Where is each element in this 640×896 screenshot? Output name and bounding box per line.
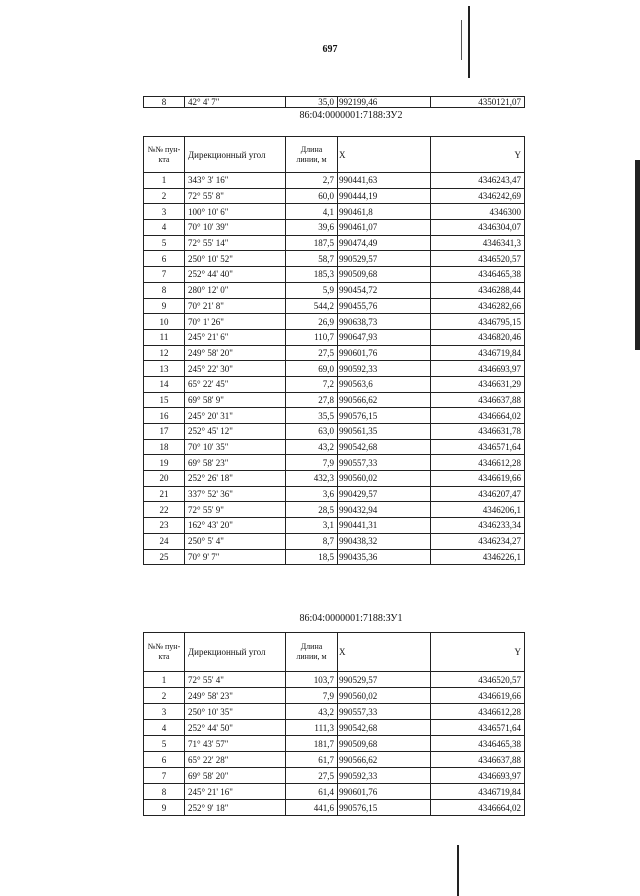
cell-length: 432,3 <box>286 471 338 487</box>
cell-length: 103,7 <box>286 672 338 688</box>
cell-point: 13 <box>144 361 185 377</box>
cell-length: 58,7 <box>286 251 338 267</box>
header-point: №№ пун-кта <box>144 633 185 672</box>
cell-x: 990561,35 <box>338 424 431 440</box>
table-row <box>144 752 525 768</box>
cell-angle: 245° 20' 31" <box>185 408 286 424</box>
cell-point: 1 <box>144 672 185 688</box>
cell-x: 990566,62 <box>338 392 431 408</box>
cell-y: 4346719,84 <box>431 345 525 361</box>
cell-point: 23 <box>144 518 185 534</box>
cell-length: 27,5 <box>286 768 338 784</box>
cell-angle: 71° 43' 57" <box>185 736 286 752</box>
cell-point: 3 <box>144 204 185 220</box>
cell-y: 4346637,88 <box>431 752 525 768</box>
cell-angle: 250° 10' 35" <box>185 704 286 720</box>
cell-x: 990441,63 <box>338 173 431 189</box>
cell-y: 4346619,66 <box>431 688 525 704</box>
cell-y: 4346571,64 <box>431 720 525 736</box>
cell-x: 990444,19 <box>338 188 431 204</box>
cell-point: 10 <box>144 314 185 330</box>
cell-y: 4346520,57 <box>431 251 525 267</box>
cell-x: 990576,15 <box>338 408 431 424</box>
cell-y: 4346693,97 <box>431 768 525 784</box>
table-row <box>144 533 525 549</box>
cell-y: 4346612,28 <box>431 455 525 471</box>
header-length: Длина линии, м <box>286 633 338 672</box>
cell-angle: 42° 4' 7" <box>185 97 286 108</box>
continuation-table <box>143 96 525 108</box>
cell-angle: 69° 58' 9" <box>185 392 286 408</box>
cell-angle: 252° 45' 12" <box>185 424 286 440</box>
cell-point: 25 <box>144 549 185 565</box>
cell-angle: 72° 55' 4" <box>185 672 286 688</box>
cell-length: 7,9 <box>286 688 338 704</box>
cell-point: 1 <box>144 173 185 189</box>
cell-y: 4346282,66 <box>431 298 525 314</box>
table-row <box>144 768 525 784</box>
cell-point: 11 <box>144 329 185 345</box>
cell-length: 181,7 <box>286 736 338 752</box>
table-row <box>144 220 525 236</box>
cell-y: 4346300 <box>431 204 525 220</box>
cell-point: 8 <box>144 784 185 800</box>
cell-angle: 337° 52' 36" <box>185 486 286 502</box>
cell-x: 990563,6 <box>338 376 431 392</box>
cell-length: 185,3 <box>286 267 338 283</box>
cell-y: 4346795,15 <box>431 314 525 330</box>
cell-y: 4346631,29 <box>431 376 525 392</box>
cell-x: 990509,68 <box>338 267 431 283</box>
cell-x: 990542,68 <box>338 720 431 736</box>
cell-y: 4346631,78 <box>431 424 525 440</box>
cell-x: 990560,02 <box>338 688 431 704</box>
cell-y: 4346206,1 <box>431 502 525 518</box>
table-row <box>144 439 525 455</box>
cell-angle: 70° 21' 8" <box>185 298 286 314</box>
cell-point: 9 <box>144 800 185 816</box>
cell-angle: 249° 58' 20" <box>185 345 286 361</box>
cell-length: 8,7 <box>286 533 338 549</box>
cell-point: 8 <box>144 282 185 298</box>
cell-y: 4346207,47 <box>431 486 525 502</box>
header-x: X <box>338 633 431 672</box>
cell-x: 990438,32 <box>338 533 431 549</box>
cell-angle: 162° 43' 20" <box>185 518 286 534</box>
table-row <box>144 486 525 502</box>
cell-x: 990592,33 <box>338 768 431 784</box>
cell-length: 43,2 <box>286 439 338 455</box>
header-y: Y <box>431 137 525 173</box>
table-row <box>144 672 525 688</box>
table-row <box>144 267 525 283</box>
table-row <box>144 361 525 377</box>
coordinates-table-zu1 <box>143 632 525 816</box>
cell-angle: 72° 55' 8" <box>185 188 286 204</box>
cell-x: 990509,68 <box>338 736 431 752</box>
table-row <box>144 518 525 534</box>
cell-y: 4346612,28 <box>431 704 525 720</box>
cell-length: 35,0 <box>286 97 338 108</box>
cell-x: 990461,8 <box>338 204 431 220</box>
cell-angle: 250° 5' 4" <box>185 533 286 549</box>
table-body <box>144 173 525 565</box>
cell-length: 3,1 <box>286 518 338 534</box>
table-row <box>144 455 525 471</box>
cell-length: 27,5 <box>286 345 338 361</box>
cell-x: 990557,33 <box>338 455 431 471</box>
cell-length: 63,0 <box>286 424 338 440</box>
page-number: 697 <box>322 44 338 55</box>
cell-point: 20 <box>144 471 185 487</box>
cell-point: 3 <box>144 704 185 720</box>
cell-length: 7,9 <box>286 455 338 471</box>
cell-length: 111,3 <box>286 720 338 736</box>
cell-x: 990461,07 <box>338 220 431 236</box>
cell-angle: 70° 10' 35" <box>185 439 286 455</box>
cell-angle: 69° 58' 23" <box>185 455 286 471</box>
cell-point: 2 <box>144 688 185 704</box>
table-row <box>144 720 525 736</box>
cell-angle: 69° 58' 20" <box>185 768 286 784</box>
coordinates-table-zu2 <box>143 136 525 565</box>
cell-x: 990592,33 <box>338 361 431 377</box>
cell-x: 990454,72 <box>338 282 431 298</box>
cell-y: 4346719,84 <box>431 784 525 800</box>
cell-x: 992199,46 <box>338 97 431 108</box>
cell-angle: 343° 3' 16" <box>185 173 286 189</box>
cell-x: 990566,62 <box>338 752 431 768</box>
cell-angle: 245° 21' 16" <box>185 784 286 800</box>
cell-y: 4346571,64 <box>431 439 525 455</box>
cell-point: 4 <box>144 220 185 236</box>
cell-angle: 100° 10' 6" <box>185 204 286 220</box>
table-row <box>144 298 525 314</box>
cell-point: 6 <box>144 752 185 768</box>
cell-x: 990432,94 <box>338 502 431 518</box>
cell-x: 990647,93 <box>338 329 431 345</box>
table-row <box>144 345 525 361</box>
cell-point: 8 <box>144 97 185 108</box>
header-angle: Дирекционный угол <box>185 137 286 173</box>
cell-x: 990529,57 <box>338 251 431 267</box>
table-row <box>144 188 525 204</box>
cell-length: 441,6 <box>286 800 338 816</box>
cell-x: 990542,68 <box>338 439 431 455</box>
cell-length: 2,7 <box>286 173 338 189</box>
table-row <box>144 784 525 800</box>
cell-y: 4346664,02 <box>431 800 525 816</box>
table-row <box>144 408 525 424</box>
cell-angle: 70° 1' 26" <box>185 314 286 330</box>
table-row <box>144 502 525 518</box>
cell-point: 7 <box>144 768 185 784</box>
cell-point: 18 <box>144 439 185 455</box>
cell-angle: 245° 22' 30" <box>185 361 286 377</box>
table-row <box>144 424 525 440</box>
cell-y: 4346288,44 <box>431 282 525 298</box>
cell-length: 35,5 <box>286 408 338 424</box>
table-header-row <box>144 137 525 173</box>
cell-x: 990429,57 <box>338 486 431 502</box>
table-body <box>144 672 525 816</box>
table-row <box>144 800 525 816</box>
cell-length: 61,4 <box>286 784 338 800</box>
table-row <box>144 251 525 267</box>
cell-angle: 72° 55' 9" <box>185 502 286 518</box>
table-row <box>144 736 525 752</box>
cell-angle: 252° 26' 18" <box>185 471 286 487</box>
table-row <box>144 97 525 108</box>
cell-y: 4346520,57 <box>431 672 525 688</box>
cell-x: 990529,57 <box>338 672 431 688</box>
cell-y: 4346234,27 <box>431 533 525 549</box>
cell-angle: 70° 9' 7" <box>185 549 286 565</box>
header-angle: Дирекционный угол <box>185 633 286 672</box>
cell-length: 69,0 <box>286 361 338 377</box>
cell-length: 110,7 <box>286 329 338 345</box>
table-header-row <box>144 633 525 672</box>
table-row <box>144 471 525 487</box>
cell-point: 5 <box>144 235 185 251</box>
cell-y: 4346226,1 <box>431 549 525 565</box>
cell-x: 990601,76 <box>338 345 431 361</box>
cell-point: 16 <box>144 408 185 424</box>
cell-point: 7 <box>144 267 185 283</box>
cell-x: 990474,49 <box>338 235 431 251</box>
cell-angle: 252° 44' 50" <box>185 720 286 736</box>
cell-length: 18,5 <box>286 549 338 565</box>
header-x: X <box>338 137 431 173</box>
cell-point: 9 <box>144 298 185 314</box>
header-length: Длина линии, м <box>286 137 338 173</box>
cell-point: 6 <box>144 251 185 267</box>
cell-length: 187,5 <box>286 235 338 251</box>
cell-length: 28,5 <box>286 502 338 518</box>
cell-angle: 280° 12' 0" <box>185 282 286 298</box>
cell-y: 4346304,07 <box>431 220 525 236</box>
cell-y: 4346820,46 <box>431 329 525 345</box>
cell-y: 4346664,02 <box>431 408 525 424</box>
table-row <box>144 376 525 392</box>
binding-line-top-faint <box>461 20 462 60</box>
cell-y: 4346242,69 <box>431 188 525 204</box>
sheet-edge <box>635 160 640 350</box>
cell-point: 14 <box>144 376 185 392</box>
cell-length: 39,6 <box>286 220 338 236</box>
header-y: Y <box>431 633 525 672</box>
table-row <box>144 282 525 298</box>
cell-point: 15 <box>144 392 185 408</box>
cell-x: 990576,15 <box>338 800 431 816</box>
cell-x: 990557,33 <box>338 704 431 720</box>
cell-y: 4346243,47 <box>431 173 525 189</box>
cell-y: 4346465,38 <box>431 736 525 752</box>
binding-line-top <box>468 6 470 78</box>
table-row <box>144 329 525 345</box>
cell-point: 5 <box>144 736 185 752</box>
cell-angle: 249° 58' 23" <box>185 688 286 704</box>
cell-x: 990601,76 <box>338 784 431 800</box>
cell-x: 990560,02 <box>338 471 431 487</box>
cell-angle: 65° 22' 28" <box>185 752 286 768</box>
cell-point: 19 <box>144 455 185 471</box>
cell-y: 4346693,97 <box>431 361 525 377</box>
cell-y: 4350121,07 <box>431 97 525 108</box>
cell-angle: 245° 21' 6" <box>185 329 286 345</box>
binding-line-bottom <box>457 845 459 896</box>
cell-length: 26,9 <box>286 314 338 330</box>
cell-point: 2 <box>144 188 185 204</box>
table-row <box>144 204 525 220</box>
table-row <box>144 704 525 720</box>
cell-length: 4,1 <box>286 204 338 220</box>
cell-y: 4346637,88 <box>431 392 525 408</box>
cell-length: 5,9 <box>286 282 338 298</box>
cell-length: 27,8 <box>286 392 338 408</box>
cell-point: 4 <box>144 720 185 736</box>
cell-angle: 72° 55' 14" <box>185 235 286 251</box>
table-row <box>144 688 525 704</box>
cell-angle: 252° 44' 40" <box>185 267 286 283</box>
table-row <box>144 235 525 251</box>
cell-angle: 65° 22' 45" <box>185 376 286 392</box>
cell-length: 7,2 <box>286 376 338 392</box>
cell-x: 990441,31 <box>338 518 431 534</box>
cell-length: 544,2 <box>286 298 338 314</box>
cell-angle: 70° 10' 39" <box>185 220 286 236</box>
cell-point: 17 <box>144 424 185 440</box>
table-row <box>144 173 525 189</box>
cell-point: 24 <box>144 533 185 549</box>
table-row <box>144 314 525 330</box>
cell-angle: 252° 9' 18" <box>185 800 286 816</box>
cell-y: 4346619,66 <box>431 471 525 487</box>
cell-angle: 250° 10' 52" <box>185 251 286 267</box>
cell-point: 21 <box>144 486 185 502</box>
cell-y: 4346465,38 <box>431 267 525 283</box>
cell-x: 990638,73 <box>338 314 431 330</box>
table-row <box>144 549 525 565</box>
section-title-zu1: 86:04:0000001:7188:ЗУ1 <box>299 613 403 624</box>
cell-length: 60,0 <box>286 188 338 204</box>
cell-length: 3,6 <box>286 486 338 502</box>
cell-x: 990435,36 <box>338 549 431 565</box>
cell-point: 12 <box>144 345 185 361</box>
cell-point: 22 <box>144 502 185 518</box>
section-title-zu2: 86:04:0000001:7188:ЗУ2 <box>299 110 403 121</box>
cell-y: 4346341,3 <box>431 235 525 251</box>
cell-length: 43,2 <box>286 704 338 720</box>
cell-y: 4346233,34 <box>431 518 525 534</box>
header-point: №№ пун-кта <box>144 137 185 173</box>
cell-x: 990455,76 <box>338 298 431 314</box>
table-row <box>144 392 525 408</box>
cell-length: 61,7 <box>286 752 338 768</box>
